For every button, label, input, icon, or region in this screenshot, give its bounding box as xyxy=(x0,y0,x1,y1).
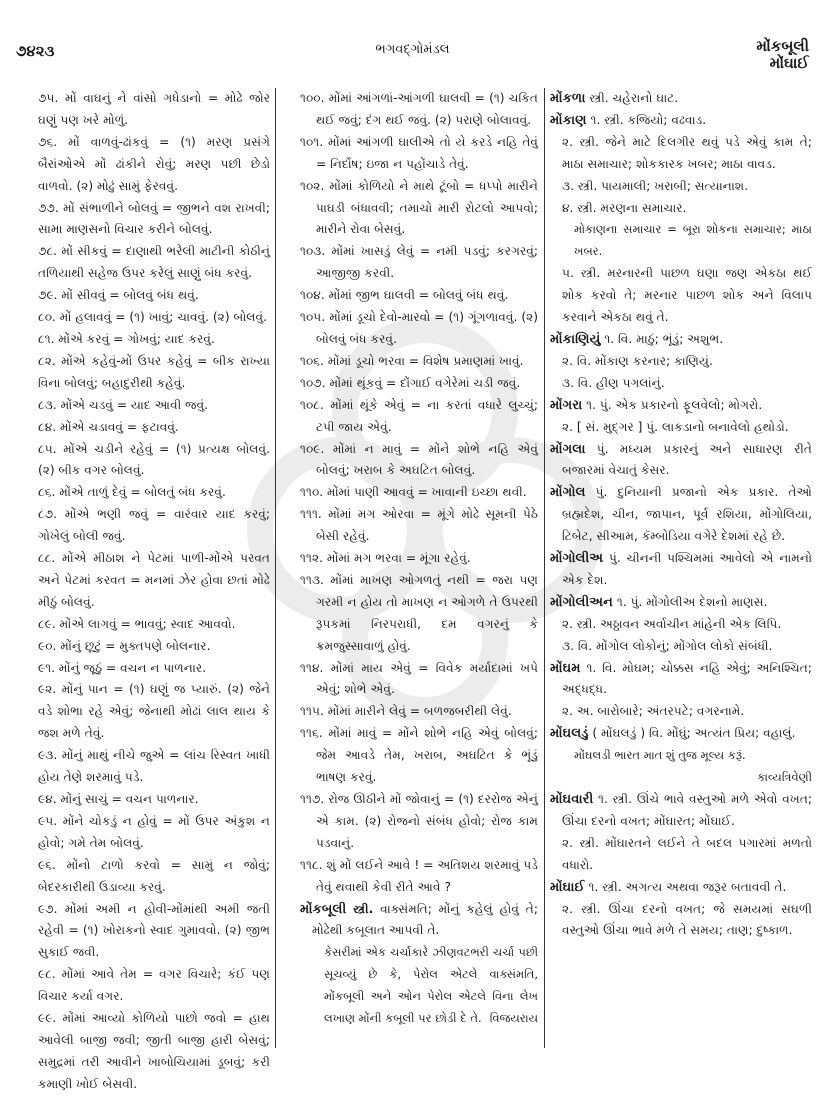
idiom-entry: ૯૬. મોંનો ટાળો કરવો = સામું ન જોવું; બેદરકારીથી ઉડાવ્યા કરવું. xyxy=(38,857,270,894)
column-3 xyxy=(550,88,812,942)
headword-entry xyxy=(550,877,812,899)
idiom-entry: ૧૦૭. મોંમાં થૂંકવું = દોંગાઈ વગેરેમાં ચડી જવું. xyxy=(300,375,521,390)
idiom-entry: ૧૦૦. મોંમાં આંગળાં-આંગળી ઘાલવી = (૧) ચકિત થઈ જવું; દંગ થઈ જવું. (૨) પરાણે બોલાવવું. xyxy=(300,91,538,127)
idiom-entry: ૯૫. મોંને ચોકડું ન હોવું = મોં ઉપર અંકુશ ન હોવો; ગમે તેમ બોલવું. xyxy=(38,813,270,850)
idiom-entry: ૧૦૧. મોંમાં આંગળી ઘાલીએ તો યે કરડે નહિ તેવું = નિર્દોષ; ઇજા ન પહોંચાડે તેવું. xyxy=(300,134,538,171)
idiom-entry: ૯૯. મોંમાં આવ્યો કોળિયો પાછો જવો = હાથ આવેલી બાજી જવી; જીતી બાજી હારી બેસવું; સમુદ્રમાં તરી આવીને ખાબોચિયામાં ડૂબવું; કરી કમાણી ખોઈ બેસવી. xyxy=(38,1011,270,1091)
definition: વાક્સંમતિ; મોંનું કહેલું હોવું તે; મોઢેથી કબૂલાત આપવી તે. xyxy=(312,901,538,938)
definition: પું. મધ્યમ પ્રકારનું અને સાધારણ રીતે બજારમાં વેચાતું કેસર. xyxy=(562,441,812,478)
idiom-entry: ૧૦૨. મોંમાં કોળિયો ને માથે ટૂંબો = ધપ્પો મારીને પાઘડી બંધાવવી; તમાચો મારી રોટલો આપવો; મારીને રોવા બેસવું. xyxy=(300,178,538,237)
idiom-entry: ૮૧. મોંએ કરવું = ગોખવું; યાદ કરવું. xyxy=(38,331,215,346)
idiom-entry: ૧૧૫. મોંમાં મારીને લેવું = બળજબરીથી લેવું. xyxy=(300,704,512,719)
column-1 xyxy=(38,88,270,1096)
guide-word-last: મોંઘાઈ xyxy=(769,54,809,72)
idiom-entry: ૯૧. મોંનું જૂઠું = વચન ન પાળનાર. xyxy=(38,660,207,675)
headword-entry xyxy=(550,439,812,483)
idiom-entry: ૯૦. મોંનું છૂટું = મુક્તપણે બોલનાર. xyxy=(38,638,211,653)
idiom-entry: ૯૩. મોંનું માથું નીચે જુએ = લાંચ રિસ્વત ખાધી હોય તેણે શરમાવું પડે. xyxy=(38,748,270,785)
headword: મોંકબૂલી xyxy=(300,901,347,917)
definition: પું. ચીનની પશ્ચિમમાં આવેલો એ નામનો એક દેશ. xyxy=(562,551,812,587)
quote-text: કેસરીમાં એક ચર્ચાકારે ઝીણવટભરી ચર્ચા પછી સૂચવ્યું છે કે, પેરોલ એટલે વાક્સંમતિ, મોંકબૂલી અને ઓન પેરોલ એટલે વિના લેખ લખાણ મોંની કબૂલી પર છોડી દે તે. xyxy=(324,945,538,1026)
column-2 xyxy=(300,88,538,1030)
sense: ૩. સ્ત્રી. પાયમાલી; ખરાબી; સત્યાનાશ. xyxy=(562,178,749,193)
definition: ૧. વિ. મોઘમ; ચોક્કસ નહિ એવું; અનિશ્ચિત; અદ્ધદ્ધ. xyxy=(562,660,812,697)
idiom-entry: ૯૪. મોંનું સાચું = વચન પાળનાર. xyxy=(38,792,199,806)
sense: ૨. સ્ત્રી. જેને માટે દિલગીર થવું પડે એવું કામ તે; માઠા સમાચાર; શોકકારક ખબર; માઠા વાવડ. xyxy=(562,134,812,171)
definition: ૧. પું. મોંગોલીઅ દેશનો માણસ. xyxy=(616,594,768,609)
headword-entry xyxy=(550,110,812,132)
idiom-entry: ૧૧૦. મોંમાં પાણી આવવું = ખાવાની ઇચ્છા થવી. xyxy=(300,485,527,500)
idiom-entry: ૧૧૮. શું મોં લઈને આવે ! = અતિશય શરમાવું પડે તેવું થવાથી કેવી રીતે આવે ? xyxy=(300,857,538,894)
headword-entry xyxy=(300,899,538,943)
headword-entry xyxy=(550,329,812,351)
idiom-entry: ૮૮. મોંએ મીઠાશ ને પેટમાં પાળી-મોંએ પરવત અને પેટમાં કરવત = મનમાં ઝેર હોવા છતાં મોઢે મીઠું બોલવું. xyxy=(38,551,270,609)
headword-entry xyxy=(550,658,812,702)
definition: ( મોંઘલડું ) વિ. મોંઘું; અત્યંત પ્રિય; વહાલું. xyxy=(592,726,796,741)
sense: ૨. અ. બારોબારે; અંતરપટે; વગરનામે. xyxy=(562,704,745,719)
idiom-entry: ૮૨. મોંએ કહેવું-મોં ઉપર કહેવું = બીક રાખ્યા વિના બોલવું; બહાદુરીથી કહેવું. xyxy=(38,353,270,390)
idiom-entry: ૮૬. મોંએ તાળું દેવું = બોલતું બંધ કરવું. xyxy=(38,485,226,500)
definition: ૧. સ્ત્રી. અગત્ય અથવા જરૂર બતાવવી તે. xyxy=(588,879,787,894)
idiom-entry: ૭૭. મોં સંભાળીને બોલવું = જીભને વશ રાખવી; સામા માણસનો વિચાર કરીને બોલવું. xyxy=(38,200,270,237)
sense: ૨. [ સં. મુદ્ગર ] પું. લાકડાનો બનાવેલો હથોડો. xyxy=(562,419,789,434)
headword-entry xyxy=(550,482,812,548)
definition: ૧. સ્ત્રી. ઊંચે ભાવે વસ્તુઓ મળે એવો વખત; ઊંચા દરનો વખત; મોંઘારત; મોંઘાઈ. xyxy=(562,792,812,828)
headword-entry xyxy=(550,548,812,592)
idiom-entry: ૧૦૮. મોંમાં થૂંકે એવું = ના કરતાં વધારે લુચ્ચું; ટપી જાય એવું. xyxy=(300,397,538,434)
idiom-entry: ૧૦૬. મોંમાં ડૂચો ભરવા = વિશેષ પ્રમાણમાં ખાવું. xyxy=(300,353,524,368)
headword: મોંઘમ xyxy=(550,660,581,676)
definition: સ્ત્રી. ચહેરાનો ઘાટ. xyxy=(589,91,679,105)
dictionary-columns xyxy=(0,88,825,1091)
idiom-entry: ૧૧૧. મોંમાં મગ ઓરવા = મૂંગે મોઢે સૂમની પેઠે બેસી રહેવું. xyxy=(300,507,538,544)
headword: મોંકાણ xyxy=(550,112,587,128)
idiom-entry: ૮૫. મોંએ ચડીને રહેવું = (૧) પ્રત્યક્ષ બોલવું. (૨) બીક વગર બોલવું. xyxy=(38,441,270,478)
sense: ૫. સ્ત્રી. મરનારની પાછળ ઘણા જણ એકઠા થઈ શોક કરવો તે; મરનાર પાછળ શોક અને વિલાપ કરવાને એકઠા થવું તે. xyxy=(562,266,812,325)
idiom-entry: ૮૯. મોંએ લાગવું = ભાવવું; સ્વાદ આવવો. xyxy=(38,616,236,631)
idiom-entry: ૧૧૭. રોજ ઊઠીને મોં જોવાનું = (૧) દરરોજ એનું એ કામ. (૨) રોજનો સંબંધ હોવો; રોજ કામ પડવાનું. xyxy=(300,792,538,850)
sense: ૪. સ્ત્રી. મરણના સમાચાર. xyxy=(562,200,687,215)
headword-entry xyxy=(550,789,812,833)
headword-entry xyxy=(550,88,812,110)
sense: ૩. વિ. મોંગોલ લોકોનું; મોંગોલ લોકો સંબંધી. xyxy=(562,638,773,653)
definition: ૧. સ્ત્રી. કજિયો; વઢવાડ. xyxy=(590,112,707,127)
headword: મોંઘાઈ xyxy=(550,879,585,895)
idiom-entry: ૭૫. મોં વાઘનું ને વાંસો ગધેડાનો = મોઢે જોર ઘણું પણ ખરે મોળું. xyxy=(38,91,270,127)
headword-entry xyxy=(550,395,812,417)
idiom-entry: ૧૧૪. મોંમાં માય એવું = વિવેક મર્યાદામાં ખપે એવું; શોભે એવું. xyxy=(300,660,538,697)
sense: ૨. વિ. મોંકાણ કરનાર; કાણિયું. xyxy=(562,353,713,368)
idiom-entry: ૮૦. મોં હલાવવું = (૧) ખાવું; ચાવવું. (૨) બોલવું. xyxy=(38,310,267,325)
headword: મોંગોલીઅન xyxy=(550,594,614,610)
idiom-entry: ૯૮. મોંમાં આવે તેમ = વગર વિચારે; કંઈ પણ વિચાર કર્યા વગર. xyxy=(38,967,270,1004)
definition: ૧. વિ. માઠું; ભૂંડું; અશુભ. xyxy=(604,331,724,346)
definition: ૧. પું. એક પ્રકારનો ફૂલવેલો; મોગરો. xyxy=(586,397,763,412)
guide-words xyxy=(756,38,809,72)
idiom-entry: ૭૯. મોં સીવવું = બોલવું બંધ થવું. xyxy=(38,288,199,303)
headword: મોંકાણિયું xyxy=(550,331,601,347)
quote-citation: કાવ્યત્રિવેણી xyxy=(757,770,812,785)
headword: મોંગરા xyxy=(550,397,583,413)
headword-entry xyxy=(550,592,812,614)
idiom-entry: ૧૦૯. મોંમાં ન માવું = મોંને શોભે નહિ એવું બોલવું; ખરાબ કે અઘટિત બોલવું. xyxy=(300,441,538,478)
sub-phrase: મોકાણના સમાચાર = બૂરા શોકના સમાચાર; માઠા ખબર. xyxy=(574,222,812,259)
headword: મોંઘવારી xyxy=(550,792,594,807)
quote-citation: વિજયરાય xyxy=(489,1011,538,1026)
idiom-entry: ૧૦૪. મોંમાં જીભ ઘાલવી = બોલવું બંધ થવું. xyxy=(300,288,509,303)
sense: ૨. સ્ત્રી. ઊંચા દરનો વખત; જે સમયમાં સઘળી વસ્તુઓ ઊંચા ભાવે મળે તે સમય; તાણ; દુષ્કાળ. xyxy=(562,901,812,938)
sense: ૩. વિ. હીણ પગલાંનું. xyxy=(562,375,665,390)
guide-word-first: મોંકબૂલી xyxy=(756,37,809,55)
column-divider xyxy=(544,88,545,1048)
usage-quote xyxy=(300,942,538,1030)
definition: પું. દુનિયાની પ્રજાનો એક પ્રકાર. તેઓ બ્રહ્મદેશ, ચીન, જાપાન, પૂર્વ રશિયા, મોંગોલિયા, ટિબેટ, સીઆમ, કૅમ્બોડિયા વગેરે દેશમાં રહે છે. xyxy=(562,485,813,544)
idiom-entry: ૯૨. મોંનું પાન = (૧) ઘણું જ પ્યારું. (૨) જેને વડે શોભા રહે એવું; જેનાથી મોઢાં લાલ થાય કે જશ મળે તેવું. xyxy=(38,682,270,741)
sense: ૨. સ્ત્રી. મોંઘારતને લઈને તે બદલ પગારમાં મળતો વધારો. xyxy=(562,835,812,872)
idiom-entry: ૮૪. મોંએ ચડાવવું = ફટાવવું. xyxy=(38,419,179,434)
idiom-entry: ૧૧૬. મોંમાં માવું = મોંને શોભે નહિ એવું બોલવું; જેમ આવડે તેમ, ખરાબ, અઘટિત કે ભૂંડું ભાષણ કરવું. xyxy=(300,726,538,785)
headword: મોંકળા xyxy=(550,91,586,106)
headword: મોંગલા xyxy=(550,441,586,457)
usage-quote: મોંઘલડી ભારત માત શું તુજ મૂલ્ય કરૂં. xyxy=(574,748,746,763)
idiom-entry: ૮૭. મોંએ ભણી જવું = વારંવાર યાદ કરવું; ગોખેલું બોલી જવું. xyxy=(38,507,270,544)
book-title: ભગવદ્ગોમંડલ xyxy=(375,42,450,57)
idiom-entry: ૧૧૨. મોંમાં મગ ભરવા = મૂંગા રહેવું. xyxy=(300,551,471,566)
headword: મોંઘલડું xyxy=(550,726,589,742)
idiom-entry: ૯૭. મોંમાં અમી ન હોવી-મોંમાંથી અમી જતી રહેવી = (૧) ખોરાકનો સ્વાદ ગુમાવવો. (૨) જીભ સુકાઈ જવી. xyxy=(38,901,270,960)
idiom-entry: ૧૦૫. મોંમાં ડૂચો દેવો-મારવો = (૧) ગૂંગળાવવું. (૨) બોલવું બંધ કરવું. xyxy=(300,310,538,346)
idiom-entry: ૭૬. મોં વાળવું-ઢાંકવું = (૧) મરણ પ્રસંગે બૈરાંઓએ મોં ઢાંકીને રોવું; મરણ પછી છેડો વાળવો. (૨) મોઢું સામું ફેરવવું. xyxy=(38,134,270,193)
idiom-entry: ૮૩. મોંએ ચડવું = યાદ આવી જવું. xyxy=(38,397,209,412)
idiom-entry: ૧૧૩. મોંમાં માખણ ઓગળતું નથી = જરા પણ ગરમી ન હોય તો માખણ ન ઓગળે તે ઉપરથી રૂપકમાં નિરપરાધી, દમ વગરનું કે ક્રમજુસ્સાવાળું હોવું. xyxy=(300,572,538,653)
idiom-entry: ૧૦૩. મોંમાં ખાસડું લેવું = નમી પડવું; કરગરવું; આજીજી કરવી. xyxy=(300,244,538,281)
headword: મોંગોલ xyxy=(550,485,586,501)
page-number: ૭૪૨૩ xyxy=(16,42,55,60)
sense: ૨. સ્ત્રી. અઠ્ઠાવન અર્વાચીન માંહેની એક લિપિ. xyxy=(562,616,782,631)
idiom-entry: ૭૮. મોં સીકવું = દાણાથી ભરેલી માટીની કોઠીનું તળિયાથી સહેજ ઉપર કરેલું સાણું બંધ કરવું. xyxy=(38,244,270,281)
headword-entry xyxy=(550,723,812,745)
part-of-speech: સ્ત્રી. xyxy=(353,901,374,916)
column-divider xyxy=(275,88,276,1048)
page-header xyxy=(0,38,825,88)
headword: મોંગોલીઅ xyxy=(550,551,604,567)
